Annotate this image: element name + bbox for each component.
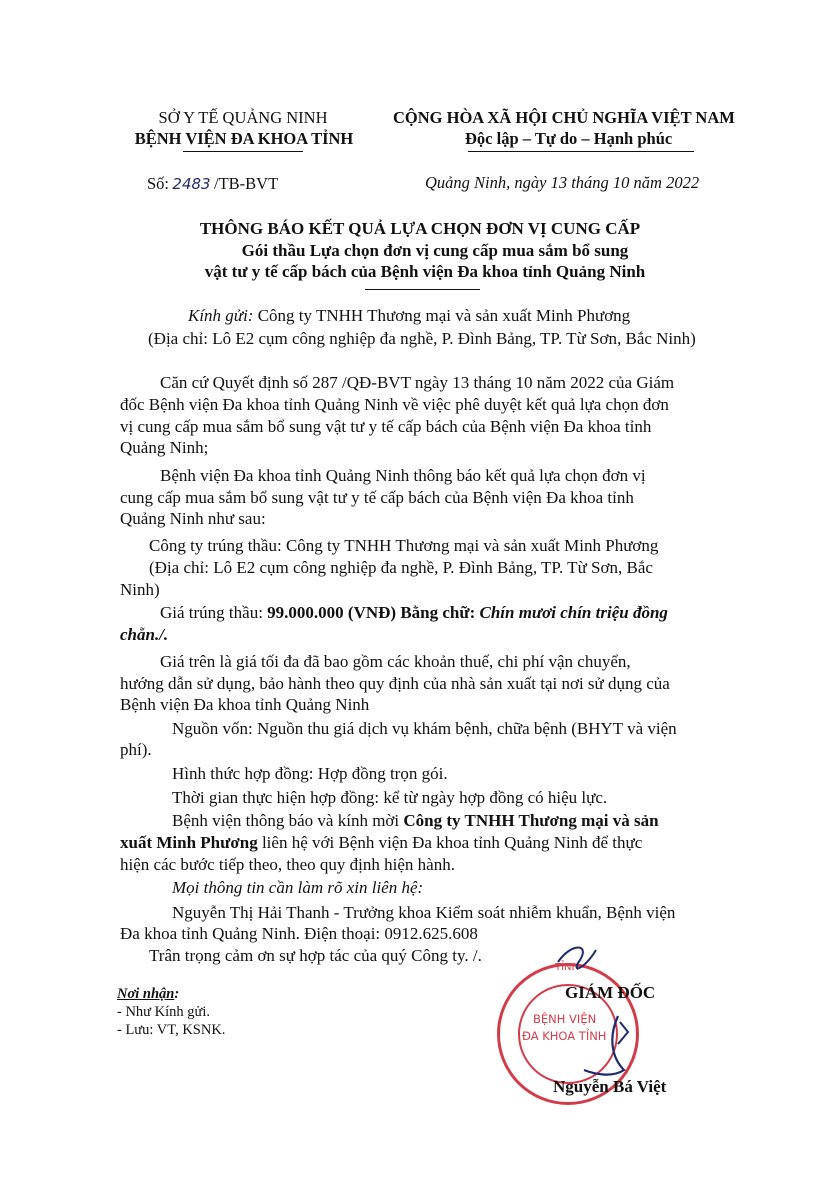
invite-line-3: hiện các bước tiếp theo, theo quy định hiện hành.: [120, 855, 455, 874]
recipients-label: [117, 985, 179, 1004]
contract-time: Thời gian thực hiện hợp đồng: kể từ ngày hợp đồng có hiệu lực.: [172, 788, 608, 807]
recipient-address: (Địa chỉ: Lô E2 cụm công nghiệp đa nghề, P. Đình Bảng, TP. Từ Sơn, Bắc Ninh): [148, 329, 696, 348]
seal-top-text: TỈNH: [555, 962, 580, 973]
contact-line-2: Đa khoa tỉnh Quảng Ninh. Điện thoại: 0912.625.608: [120, 924, 478, 943]
place-date: Quảng Ninh, ngày 13 tháng 10 năm 2022: [425, 173, 700, 192]
funding-line-2: phí).: [120, 740, 152, 759]
issuer-hospital: BỆNH VIỆN ĐA KHOA TỈNH: [134, 129, 354, 148]
price-note-2: hướng dẫn sử dụng, bảo hành theo quy định của nhà sản xuất tại nơi sử dụng của: [120, 674, 670, 693]
invite-text-2: liên hệ với Bệnh viện Đa khoa tỉnh Quảng Ninh để thực: [257, 833, 643, 852]
price-line: [160, 603, 668, 624]
notice-title: THÔNG BÁO KẾT QUẢ LỰA CHỌN ĐƠN VỊ CUNG CẤP: [199, 219, 641, 238]
p1-line-1: Căn cứ Quyết định số 287 /QĐ-BVT ngày 13 tháng 10 năm 2022 của Giám: [160, 373, 675, 392]
price-value: 99.000.000: [267, 603, 344, 622]
invite-company-2: xuất Minh Phương: [120, 833, 258, 852]
price-note-3: Bệnh viện Đa khoa tỉnh Quảng Ninh: [120, 695, 370, 714]
signature-mark: [520, 940, 640, 1100]
p1-line-2: đốc Bệnh viện Đa khoa tỉnh Quảng Ninh về việc phê duyệt kết quả lựa chọn đơn: [120, 395, 669, 414]
contact-line-1: Nguyễn Thị Hải Thanh - Trưởng khoa Kiểm soát nhiễm khuẩn, Bệnh viện: [172, 903, 676, 922]
title-underline: [365, 289, 480, 290]
doc-number-prefix: Số:: [147, 174, 170, 193]
p2-line-2: cung cấp mua sắm bổ sung vật tư y tế cấp bách của Bệnh viện Đa khoa tỉnh: [120, 488, 634, 507]
price-note-1: Giá trên là giá tối đa đã bao gồm các khoản thuế, chi phí vận chuyển,: [160, 652, 631, 671]
contact-intro: Mọi thông tin cần làm rõ xin liên hệ:: [172, 878, 424, 897]
p1-line-3: vị cung cấp mua sắm bổ sung vật tư y tế cấp bách của Bệnh viện Đa khoa tỉnh: [120, 417, 652, 436]
issuer-underline: [183, 151, 303, 152]
price-words-cont: chẵn./.: [120, 625, 169, 644]
doc-number-handwritten: 2483: [172, 175, 211, 193]
signer-name: Nguyễn Bá Việt: [553, 1077, 667, 1096]
doc-number-suffix: /TB-BVT: [214, 174, 279, 193]
seal-line-2: ĐA KHOA TỈNH: [522, 1029, 607, 1043]
invite-company-1: Công ty TNHH Thương mại và sản: [403, 811, 659, 830]
contract-form: Hình thức hợp đồng: Hợp đồng trọn gói.: [172, 764, 448, 783]
winner-address-1: (Địa chỉ: Lô E2 cụm công nghiệp đa nghề, P. Đình Bảng, TP. Từ Sơn, Bắc: [149, 558, 653, 577]
document-number: [147, 173, 278, 195]
invite-line-1: [172, 811, 659, 832]
p2-line-1: Bệnh viện Đa khoa tỉnh Quảng Ninh thông báo kết quả lựa chọn đơn vị: [160, 466, 646, 485]
recipient-name: Công ty TNHH Thương mại và sản xuất Minh Phương: [253, 306, 631, 325]
seal-line-1: BỆNH VIỆN: [533, 1012, 597, 1026]
nation-motto: Độc lập – Tự do – Hạnh phúc: [465, 129, 673, 148]
recipient-item-1: - Như Kính gửi.: [117, 1004, 211, 1020]
motto-underline: [468, 151, 694, 152]
winner-address-2: Ninh): [120, 580, 160, 599]
p1-line-4: Quảng Ninh;: [120, 438, 209, 457]
recipient-line: [188, 306, 630, 327]
price-currency: (VNĐ) Bằng chữ:: [343, 603, 480, 622]
invite-text-1: Bệnh viện thông báo và kính mời: [172, 811, 404, 830]
recipients-label-text: Nơi nhận: [117, 986, 175, 1002]
signer-title: GIÁM ĐỐC: [565, 983, 656, 1002]
recipient-label: Kính gửi:: [188, 306, 254, 325]
winner-line: Công ty trúng thầu: Công ty TNHH Thương mại và sản xuất Minh Phương: [149, 536, 659, 555]
notice-subtitle-2: vật tư y tế cấp bách của Bệnh viện Đa khoa tỉnh Quảng Ninh: [204, 262, 646, 281]
invite-line-2: [120, 833, 642, 854]
thanks-line: Trân trọng cảm ơn sự hợp tác của quý Công ty. /.: [149, 946, 482, 965]
issuer-dept: SỞ Y TẾ QUẢNG NINH: [158, 108, 328, 127]
nation-title: CỘNG HÒA XÃ HỘI CHỦ NGHĨA VIỆT NAM: [393, 108, 735, 127]
price-label: Giá trúng thầu:: [160, 603, 268, 622]
recipients-label-colon: :: [174, 986, 180, 1002]
notice-subtitle-1: Gói thầu Lựa chọn đơn vị cung cấp mua sắm bổ sung: [241, 241, 629, 260]
p2-line-3: Quảng Ninh như sau:: [120, 509, 266, 528]
price-words: Chín mươi chín triệu đồng: [479, 603, 668, 622]
recipient-item-2: - Lưu: VT, KSNK.: [117, 1022, 226, 1038]
funding-line-1: Nguồn vốn: Nguồn thu giá dịch vụ khám bệnh, chữa bệnh (BHYT và viện: [172, 719, 677, 738]
